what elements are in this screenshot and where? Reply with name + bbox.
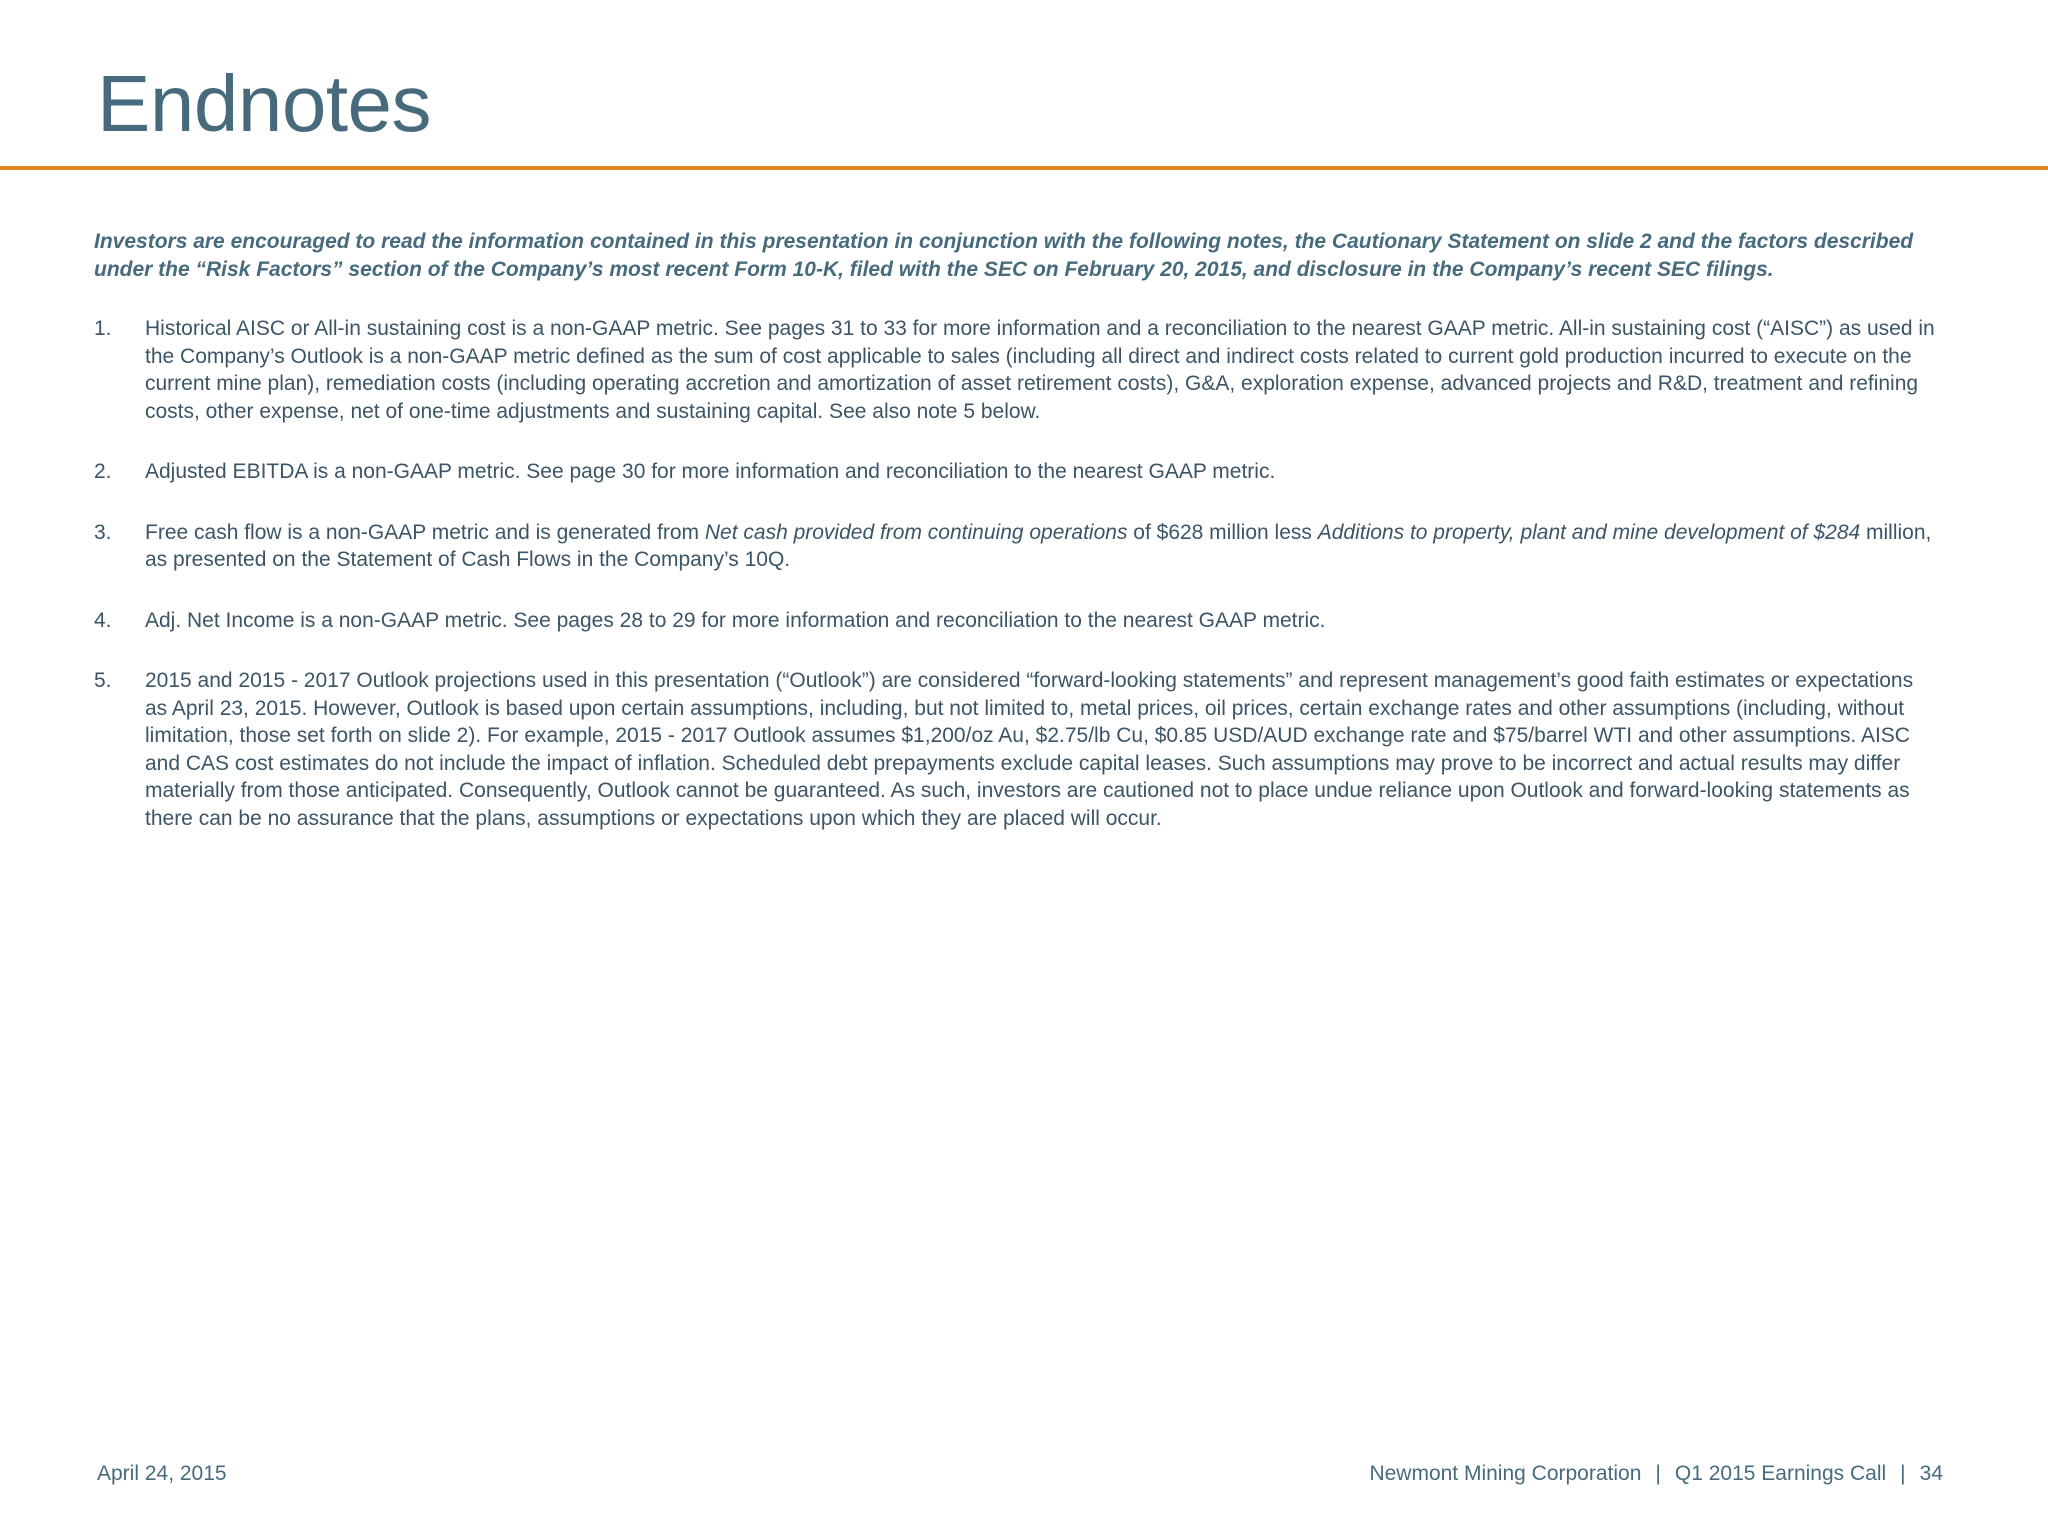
- footer-info: [1369, 1462, 1943, 1486]
- endnote-text-part: Free cash flow is a non-GAAP metric and is generated from: [145, 520, 705, 544]
- endnotes-content: [94, 228, 1940, 865]
- footer-event: Q1 2015 Earnings Call: [1674, 1462, 1887, 1485]
- endnote-4: [94, 607, 1940, 635]
- endnotes-list: [94, 315, 1940, 832]
- footer-date: April 24, 2015: [97, 1462, 227, 1485]
- endnote-text-part: million, as presented on the Statement of Cash Flows in the Company’s 10Q.: [145, 520, 1932, 571]
- intro-paragraph: Investors are encouraged to read the information contained in this presentation in conjunction with the following notes, the Cautionary Statement on slide 2 and the factors described under the “Risk Factors” section of the Company’s most recent Form 10-K, filed with the SEC on February 20, 2015, and disclosure in the Company’s recent SEC filings.: [94, 230, 1914, 281]
- endnote-emphasis: Net cash provided from continuing operations: [704, 520, 1128, 544]
- endnote-1: [94, 315, 1940, 425]
- endnote-text: Adj. Net Income is a non-GAAP metric. See pages 28 to 29 for more information and reconciliation to the nearest GAAP metric.: [145, 608, 1326, 632]
- endnote-text-part: of $628 million less: [1127, 520, 1318, 544]
- endnote-number: 4.: [94, 608, 112, 632]
- endnote-5: [94, 667, 1940, 832]
- endnote-3: [94, 519, 1940, 574]
- endnote-2: [94, 458, 1940, 486]
- footer-separator: |: [1655, 1462, 1661, 1485]
- endnote-emphasis: Additions to property, plant and mine development of $284: [1317, 520, 1861, 544]
- endnote-number: 1.: [94, 317, 112, 340]
- endnote-number: 5.: [94, 669, 112, 692]
- endnote-text: [145, 519, 1940, 574]
- endnote-text: Historical AISC or All-in sustaining cost is a non-GAAP metric. See pages 31 to 33 for more information and a reconciliation to the nearest GAAP metric. All-in sustaining cost (“AISC”) as used in the Company’s Outlook is a non-GAAP metric defined as the sum of cost applicable to sales (including all direct and indirect costs related to current gold production incurred to execute on the current mine plan), remediation costs (including operating accretion and amortization of asset retirement costs), G&A, exploration expense, advanced projects and R&D, treatment and refining costs, other expense, net of one-time adjustments and sustaining capital. See also note 5 below.: [145, 317, 1935, 423]
- footer-page-number: 34: [1919, 1462, 1943, 1485]
- endnote-number: 2.: [94, 460, 112, 483]
- endnote-number: 3.: [94, 520, 112, 544]
- endnote-text: 2015 and 2015 - 2017 Outlook projections used in this presentation (“Outlook”) are considered “forward-looking statements” and represent management’s good faith estimates or expectations as April 23, 2015. However, Outlook is based upon certain assumptions, including, but not limited to, metal prices, oil prices, certain exchange rates and other assumptions (including, without limitation, those set forth on slide 2). For example, 2015 - 2017 Outlook assumes $1,200/oz Au, $2.75/lb Cu, $0.85 USD/AUD exchange rate and $75/barrel WTI and other assumptions. AISC and CAS cost estimates do not include the impact of inflation. Scheduled debt prepayments exclude capital leases. Such assumptions may prove to be incorrect and actual results may differ materially from those anticipated. Consequently, Outlook cannot be guaranteed. As such, investors are cautioned not to place undue reliance upon Outlook and forward-looking statements as there can be no assurance that the plans, assumptions or expectations upon which they are placed will occur.: [145, 669, 1914, 830]
- footer-separator: |: [1900, 1462, 1906, 1485]
- page-title: Endnotes: [97, 59, 432, 148]
- title-divider: [0, 166, 2048, 170]
- footer-company: Newmont Mining Corporation: [1369, 1462, 1642, 1485]
- endnote-text: Adjusted EBITDA is a non-GAAP metric. See page 30 for more information and reconciliation to the nearest GAAP metric.: [145, 460, 1276, 483]
